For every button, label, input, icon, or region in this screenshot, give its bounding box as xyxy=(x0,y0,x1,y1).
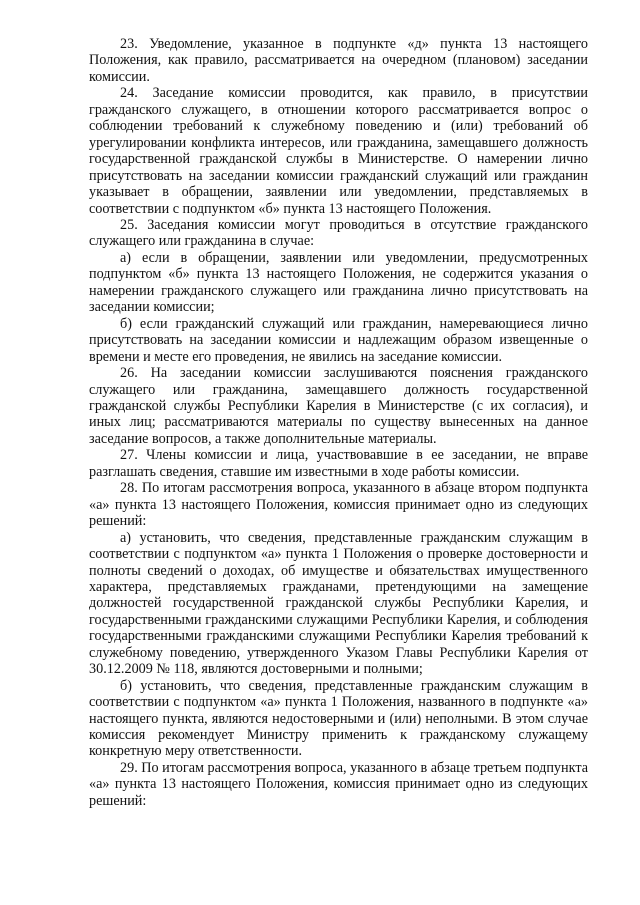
paragraph-27: 27. Члены комиссии и лица, участвовавшие в ее заседании, не вправе разглашать сведения, ставшие им известными в ходе работы комиссии. xyxy=(89,447,588,480)
paragraph-26: 26. На заседании комиссии заслушиваются пояснения гражданского служащего или гражданина, замещавшего должность государственной гражданской службы Республики Карелия в Министерстве (с их согласия), и иных лиц; рассматриваются материалы по существу вынесенных на данное заседание вопросов, а также дополнительные материалы. xyxy=(89,365,588,447)
paragraph-23: 23. Уведомление, указанное в подпункте «д» пункта 13 настоящего Положения, как правило, рассматривается на очередном (плановом) заседании комиссии. xyxy=(89,36,588,85)
paragraph-24: 24. Заседание комиссии проводится, как правило, в присутствии гражданского служащего, в отношении которого рассматривается вопрос о соблюдении требований к служебному поведению и (или) требований об урегулировании конфликта интересов, или гражданина, замещавшего должность государственной гражданской службы в Министерстве. О намерении лично присутствовать на заседании комиссии гражданский служащий или гражданин указывает в обращении, заявлении или уведомлении, представляемых в соответствии с подпунктом «б» пункта 13 настоящего Положения. xyxy=(89,85,588,217)
paragraph-28: 28. По итогам рассмотрения вопроса, указанного в абзаце втором подпункта «а» пункта 13 настоящего Положения, комиссия принимает одно из следующих решений: xyxy=(89,480,588,530)
paragraph-28-a: а) установить, что сведения, представленные гражданским служащим в соответствии с подпунктом «а» пункта 1 Положения о проверке достоверности и полноты сведений о доходах, об имуществе и обязательствах имущественного характера, представляемых гражданами, претендующими на замещение должностей государственной гражданской службы Республики Карелия, и государственными гражданскими служащими Республики Карелия, и соблюдения государственными гражданскими служащими Республики Карелия требований к служебному поведению, утвержденного Указом Главы Республики Карелия от 30.12.2009 № 118, являются достоверными и полными; xyxy=(89,529,588,678)
paragraph-25-b: б) если гражданский служащий или гражданин, намеревающиеся лично присутствовать на заседании комиссии и надлежащим образом извещенные о времени и месте его проведения, не явились на заседание комиссии. xyxy=(89,315,588,365)
paragraph-28-b: б) установить, что сведения, представленные гражданским служащим в соответствии с подпунктом «а» пункта 1 Положения, названного в подпункте «а» настоящего пункта, являются недостоверными и (или) неполными. В этом случае комиссия рекомендует Министру применить к гражданскому служащему конкретную меру ответственности. xyxy=(89,677,588,760)
paragraph-25: 25. Заседания комиссии могут проводиться в отсутствие гражданского служащего или гражданина в случае: xyxy=(89,216,588,250)
paragraph-25-a: а) если в обращении, заявлении или уведомлении, предусмотренных подпунктом «б» пункта 13 настоящего Положения, не содержится указания о намерении гражданского служащего или гражданина лично присутствовать на заседании комиссии; xyxy=(89,249,588,316)
paragraph-29: 29. По итогам рассмотрения вопроса, указанного в абзаце третьем подпункта «а» пункта 13 настоящего Положения, комиссия принимает одно из следующих решений: xyxy=(89,759,588,809)
document-body xyxy=(89,36,588,809)
